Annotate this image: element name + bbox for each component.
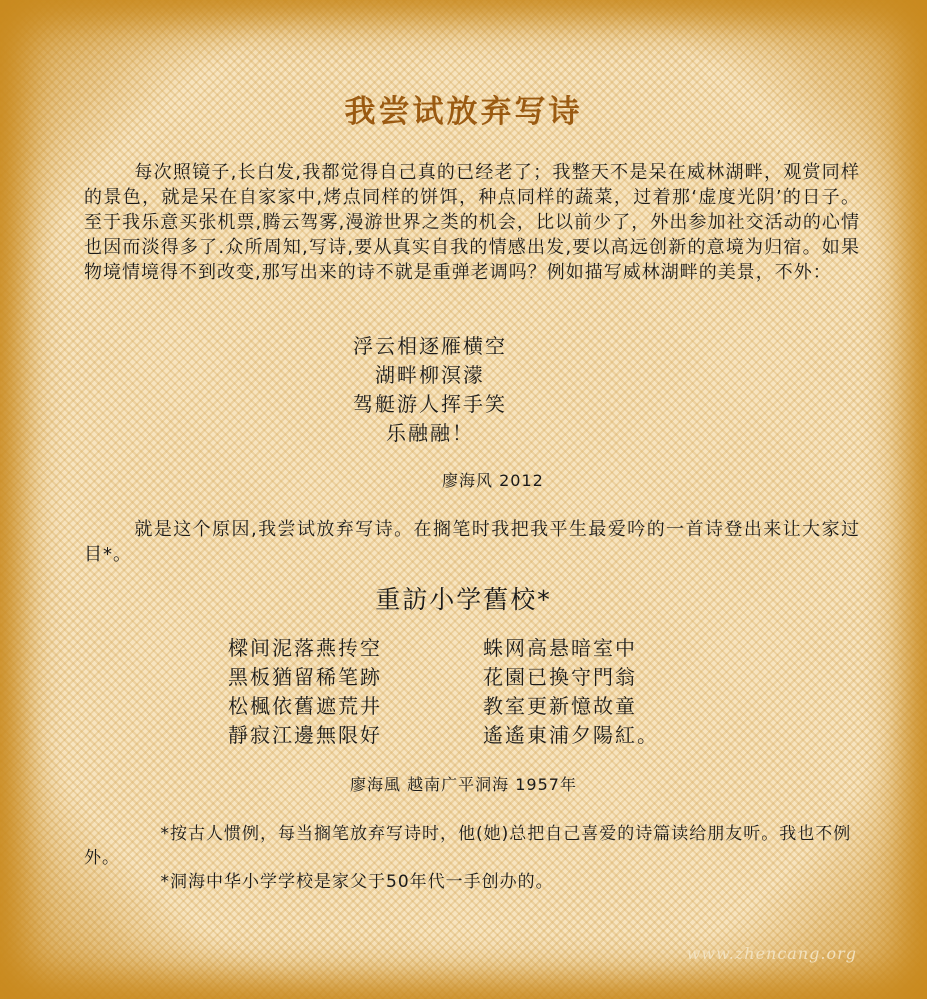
intro-paragraph	[84, 160, 860, 285]
footnote-1: *按古人惯例，每当搁笔放弃写诗时，他(她)总把自己喜爱的诗篇读给朋友听。我也不例外。	[84, 824, 852, 868]
poem-regulated-verse	[228, 634, 728, 750]
poem-short	[300, 332, 560, 448]
poem-line-left: 黑板猶留稀笔跡	[228, 665, 382, 689]
poem-short-line: 浮云相逐雁横空	[353, 334, 507, 358]
poem-row	[228, 721, 728, 750]
watermark: www.zhencang.org	[686, 944, 857, 963]
poem-short-line: 湖畔柳溟濛	[375, 363, 485, 387]
poem-short-line: 驾艇游人挥手笑	[353, 392, 507, 416]
poem-line-left: 靜寂江邊無限好	[228, 723, 382, 747]
poem-line-right: 教室更新憶故童	[483, 694, 637, 718]
poem-row	[228, 692, 728, 721]
middle-paragraph	[84, 517, 860, 567]
footnotes	[84, 822, 860, 894]
intro-text: 每次照镜子,长白发,我都觉得自己真的已经老了；我整天不是呆在威林湖畔，观赏同样的景色，就是呆在自家家中,烤点同样的饼饵，种点同样的蔬菜，过着那‘虚度光阴’的日子。至于我乐意买张机票,腾云驾雾,漫游世界之类的机会，比以前少了，外出参加社交活动的心情也因而淡得多了.众所周知,写诗,要从真实自我的情感出发,要以高远创新的意境为归宿。如果物境情境得不到改变,那写出来的诗不就是重弹老调吗？例如描写威林湖畔的美景，不外：	[84, 162, 860, 283]
page-title: 我尝试放弃写诗	[344, 94, 583, 130]
poem-line-right: 花園已換守門翁	[483, 665, 637, 689]
middle-text: 就是这个原因,我尝试放弃写诗。在搁笔时我把我平生最爱吟的一首诗登出来让大家过目*。	[84, 519, 860, 565]
signature-1957: 廖海風 越南广平洞海 1957年	[350, 775, 577, 794]
poem-line-right: 遙遙東浦夕陽紅。	[483, 723, 659, 747]
poem-title: 重訪小学舊校*	[375, 585, 552, 614]
poem-row	[228, 634, 728, 663]
poem-line-left: 樑间泥落燕抟空	[228, 636, 382, 660]
poem-short-line: 乐融融！	[386, 421, 474, 445]
footnote-2: *洞海中华小学学校是家父于50年代一手创办的。	[160, 872, 554, 892]
poem-line-right: 蛛网高悬暗室中	[483, 636, 637, 660]
poem-line-left: 松楓依舊遮荒井	[228, 694, 382, 718]
poem-row	[228, 663, 728, 692]
signature-2012: 廖海风 2012	[442, 471, 544, 490]
